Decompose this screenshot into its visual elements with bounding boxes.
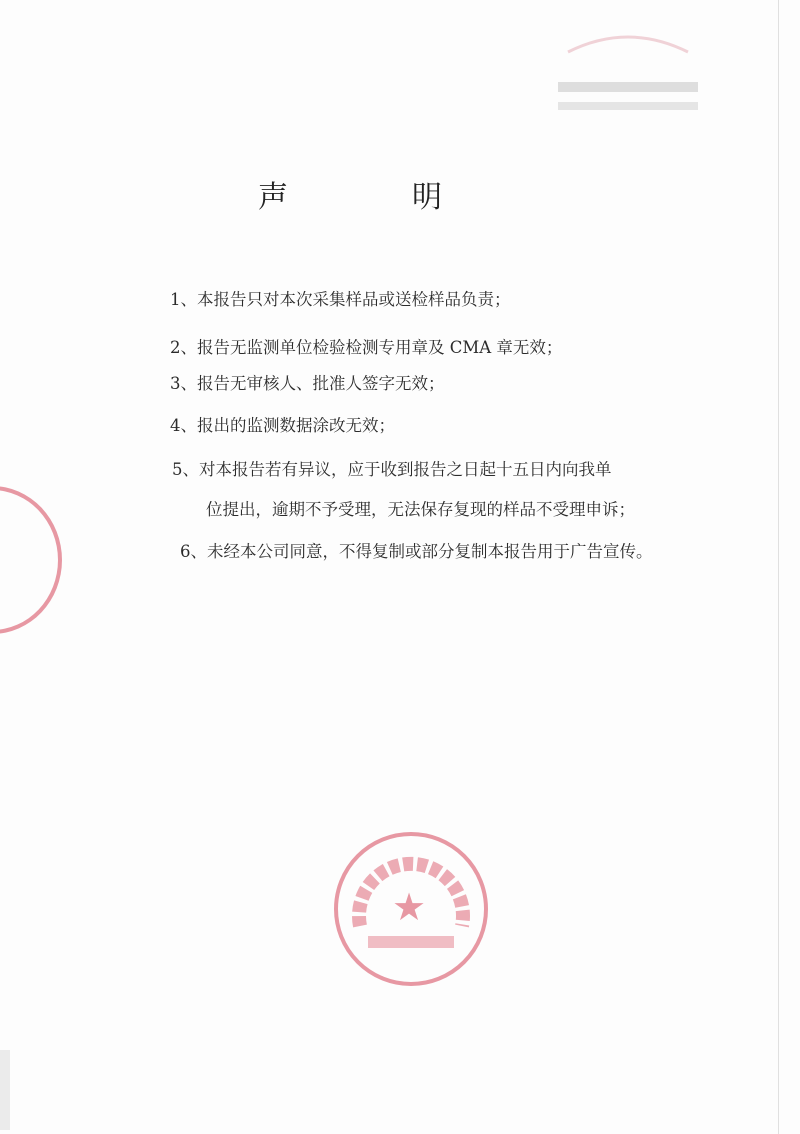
statement-item-6: 6、未经本公司同意，不得复制或部分复制本报告用于广告宣传。 bbox=[180, 542, 653, 561]
statement-item-5: 5、对本报告若有异议，应于收到报告之日起十五日内向我单 bbox=[172, 460, 612, 479]
seal-star-icon: ★ bbox=[392, 885, 427, 929]
paper-fold-line bbox=[778, 0, 779, 1134]
statement-item-4: 4、报出的监测数据涂改无效； bbox=[170, 416, 395, 435]
official-seal bbox=[334, 832, 488, 986]
faded-registration-mark bbox=[548, 22, 708, 122]
statement-item-5-continued: 位提出，逾期不予受理，无法保存复现的样品不受理申诉； bbox=[206, 500, 635, 519]
statement-item-3: 3、报告无审核人、批准人签字无效； bbox=[170, 374, 445, 393]
statement-item-1: 1、本报告只对本次采集样品或送检样品负责； bbox=[170, 290, 511, 309]
partial-seal-left bbox=[0, 486, 62, 634]
statement-item-2: 2、报告无监测单位检验检测专用章及 CMA 章无效； bbox=[170, 338, 563, 357]
scan-edge-mark bbox=[0, 1050, 10, 1130]
title-char-1: 声 bbox=[258, 180, 288, 215]
title-char-2: 明 bbox=[412, 180, 442, 215]
